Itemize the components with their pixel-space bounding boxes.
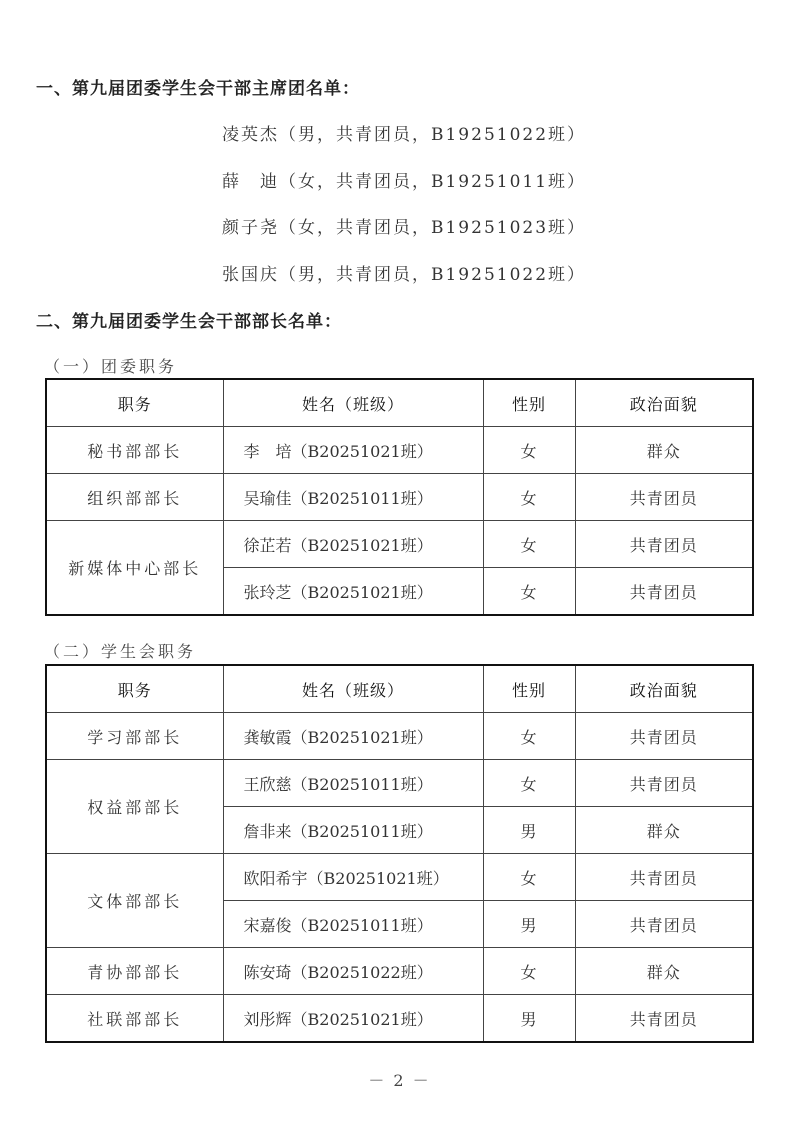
name-cell: 徐芷若（B20251021班）	[223, 521, 483, 568]
gender-cell: 女	[483, 713, 575, 760]
header-political: 政治面貌	[575, 665, 753, 713]
table-row	[46, 995, 753, 1043]
header-role: 职务	[46, 665, 223, 713]
subsection-title-xueshenghui: （二）学生会职务	[44, 642, 197, 661]
header-role: 职务	[46, 379, 223, 427]
role-cell: 学习部部长	[46, 713, 223, 760]
gender-cell: 男	[483, 995, 575, 1043]
name-cell: 陈安琦（B20251022班）	[223, 948, 483, 995]
political-cell: 群众	[575, 427, 753, 474]
header-name: 姓名（班级）	[223, 379, 483, 427]
political-cell: 共青团员	[575, 568, 753, 616]
table-header-row	[46, 665, 753, 713]
role-cell: 青协部部长	[46, 948, 223, 995]
political-cell: 共青团员	[575, 713, 753, 760]
header-name: 姓名（班级）	[223, 665, 483, 713]
political-cell: 群众	[575, 948, 753, 995]
role-cell: 权益部部长	[46, 760, 223, 854]
table-row	[46, 427, 753, 474]
role-cell: 新媒体中心部长	[46, 521, 223, 616]
tuanwei-table	[45, 378, 754, 616]
member-item: 薛 迪（女，共青团员，B19251011班）	[222, 172, 587, 192]
name-cell: 张玲芝（B20251021班）	[223, 568, 483, 616]
header-gender: 性别	[483, 665, 575, 713]
subsection-title-tuanwei: （一）团委职务	[44, 357, 178, 376]
political-cell: 共青团员	[575, 521, 753, 568]
table-row	[46, 713, 753, 760]
role-cell: 秘书部部长	[46, 427, 223, 474]
header-political: 政治面貌	[575, 379, 753, 427]
member-item: 凌英杰（男，共青团员，B19251022班）	[222, 125, 587, 145]
header-gender: 性别	[483, 379, 575, 427]
political-cell: 群众	[575, 807, 753, 854]
gender-cell: 女	[483, 521, 575, 568]
political-cell: 共青团员	[575, 995, 753, 1043]
gender-cell: 女	[483, 948, 575, 995]
table-row	[46, 854, 753, 901]
gender-cell: 女	[483, 427, 575, 474]
name-cell: 吴瑜佳（B20251011班）	[223, 474, 483, 521]
table-header-row	[46, 379, 753, 427]
political-cell: 共青团员	[575, 474, 753, 521]
name-cell: 刘彤辉（B20251021班）	[223, 995, 483, 1043]
table-row	[46, 760, 753, 807]
gender-cell: 男	[483, 807, 575, 854]
role-cell: 社联部部长	[46, 995, 223, 1043]
political-cell: 共青团员	[575, 901, 753, 948]
member-item: 颜子尧（女，共青团员，B19251023班）	[222, 218, 587, 238]
role-cell: 组织部部长	[46, 474, 223, 521]
xueshenghui-table	[45, 664, 754, 1043]
table-row	[46, 948, 753, 995]
table-row	[46, 521, 753, 568]
name-cell: 龚敏霞（B20251021班）	[223, 713, 483, 760]
gender-cell: 女	[483, 760, 575, 807]
table-row	[46, 474, 753, 521]
section2-heading: 二、第九届团委学生会干部部长名单：	[36, 312, 342, 332]
political-cell: 共青团员	[575, 854, 753, 901]
name-cell: 詹非来（B20251011班）	[223, 807, 483, 854]
page-number: － 2 －	[368, 1071, 431, 1090]
name-cell: 李 培（B20251021班）	[223, 427, 483, 474]
name-cell: 王欣慈（B20251011班）	[223, 760, 483, 807]
name-cell: 欧阳希宇（B20251021班）	[223, 854, 483, 901]
political-cell: 共青团员	[575, 760, 753, 807]
gender-cell: 女	[483, 474, 575, 521]
gender-cell: 女	[483, 854, 575, 901]
section1-heading: 一、第九届团委学生会干部主席团名单：	[36, 79, 360, 99]
member-item: 张国庆（男，共青团员，B19251022班）	[222, 265, 587, 285]
gender-cell: 男	[483, 901, 575, 948]
role-cell: 文体部部长	[46, 854, 223, 948]
name-cell: 宋嘉俊（B20251011班）	[223, 901, 483, 948]
gender-cell: 女	[483, 568, 575, 616]
